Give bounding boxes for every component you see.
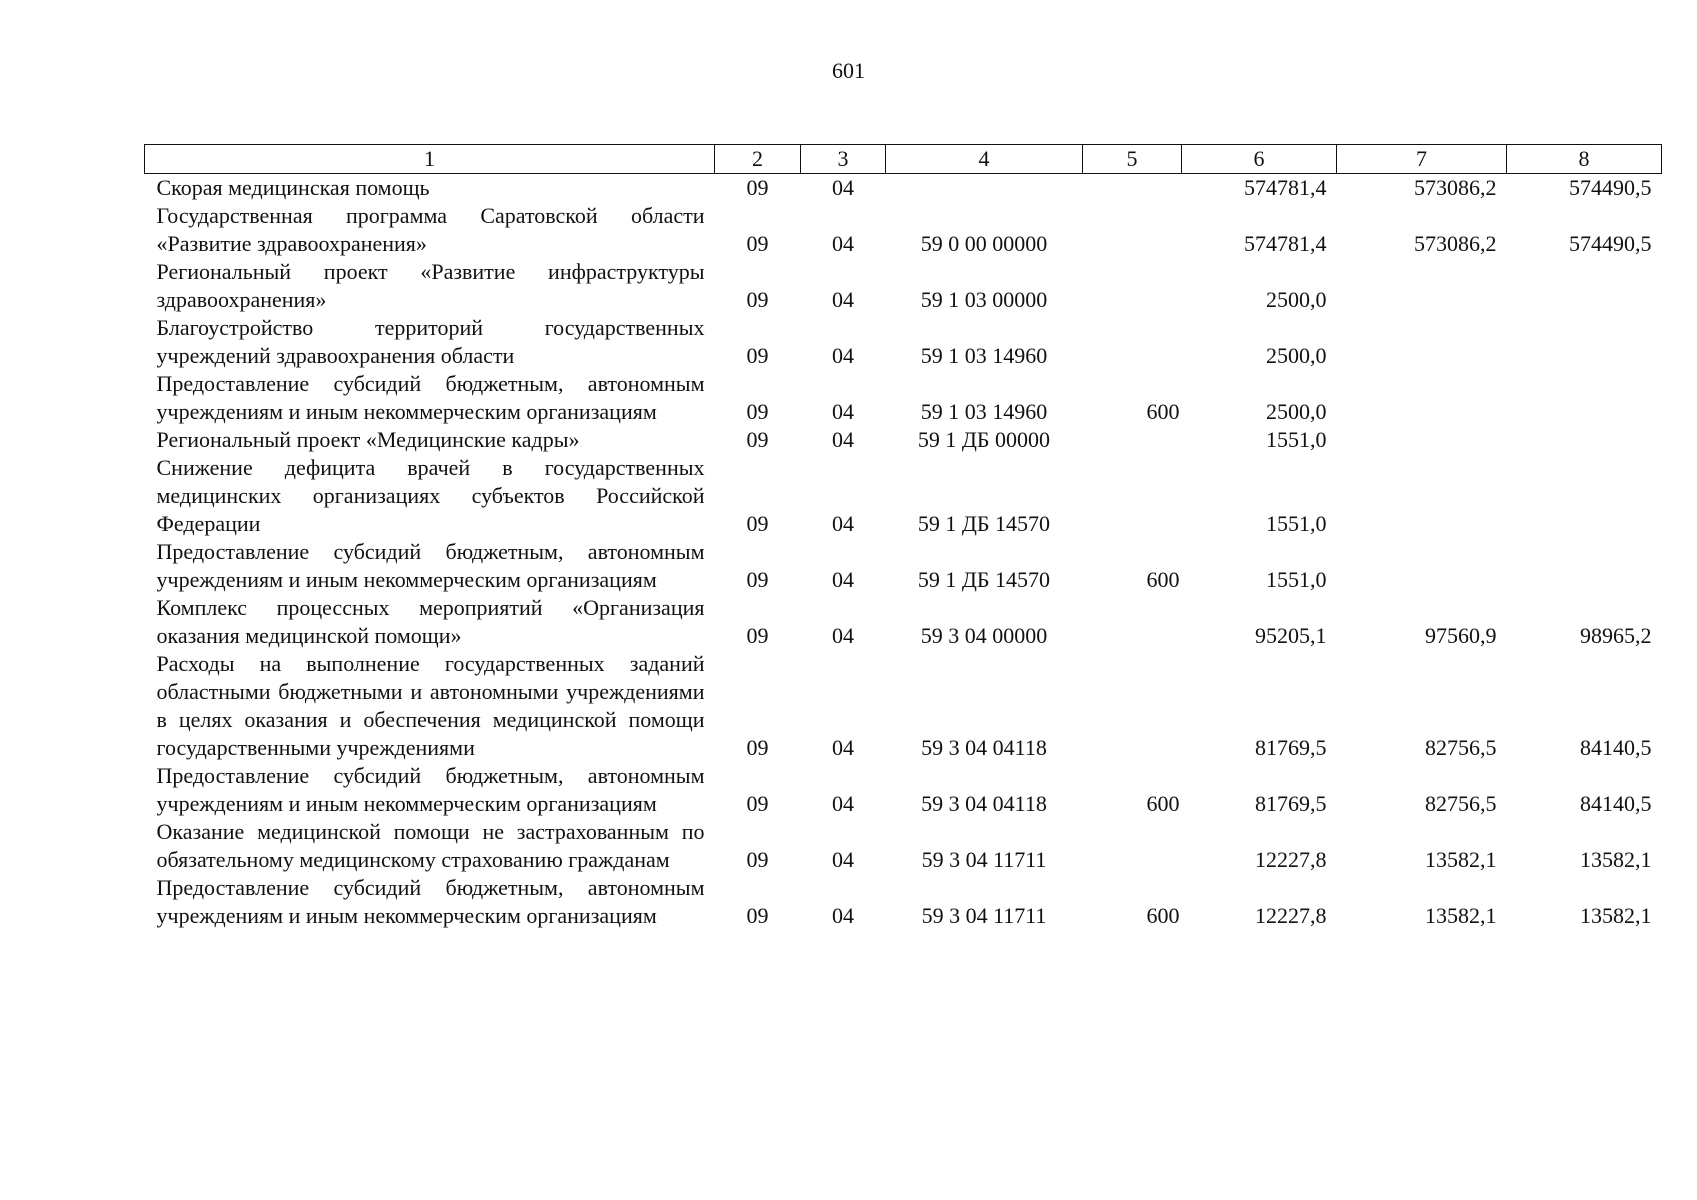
row-target-article-code: 59 3 04 11711	[921, 903, 1047, 928]
table-row	[145, 818, 1662, 874]
row-amount-col8: 13582,1	[1580, 847, 1652, 872]
row-amount-col8	[1507, 314, 1662, 370]
row-target-article-code: 59 1 ДБ 14570	[917, 511, 1051, 536]
row-subsection-code: 04	[832, 847, 854, 872]
row-amount-col8: 84140,5	[1580, 735, 1652, 760]
row-amount-col8	[1507, 258, 1662, 314]
row-description: Скорая медицинская помощь	[156, 175, 430, 200]
row-target-article-code: 59 1 03 14960	[920, 343, 1048, 368]
row-amount-col6: 12227,8	[1255, 903, 1327, 928]
row-section-code: 09	[746, 847, 769, 872]
row-subsection-code: 04	[832, 735, 854, 760]
row-amount-col6: 1551,0	[1266, 567, 1327, 592]
row-section-code: 09	[746, 735, 769, 760]
row-amount-col7: 573086,2	[1414, 175, 1497, 200]
row-amount-col7: 13582,1	[1425, 847, 1497, 872]
row-description: Региональный проект «Медицинские кадры»	[156, 427, 580, 452]
row-amount-col7	[1337, 454, 1507, 538]
row-target-article-code: 59 1 03 00000	[920, 287, 1048, 312]
row-expense-type-code	[1083, 426, 1182, 454]
table-row	[145, 454, 1662, 538]
column-header: 6	[1182, 145, 1337, 174]
row-amount-col7	[1337, 370, 1507, 426]
row-amount-col8: 574490,5	[1569, 175, 1652, 200]
row-expense-type-code	[1083, 650, 1182, 762]
row-expense-type-code: 600	[1146, 567, 1180, 592]
row-amount-col6: 95205,1	[1255, 623, 1327, 648]
row-target-article-code	[886, 174, 1083, 203]
row-amount-col7	[1337, 538, 1507, 594]
row-amount-col8: 574490,5	[1569, 231, 1652, 256]
table-row	[145, 874, 1662, 930]
row-amount-col8	[1507, 538, 1662, 594]
row-amount-col7: 97560,9	[1425, 623, 1497, 648]
row-amount-col6: 2500,0	[1266, 287, 1327, 312]
row-section-code: 09	[746, 343, 769, 368]
row-section-code: 09	[746, 175, 769, 200]
row-amount-col8: 98965,2	[1580, 623, 1652, 648]
row-subsection-code: 04	[832, 231, 854, 256]
row-section-code: 09	[746, 399, 769, 424]
row-section-code: 09	[746, 287, 769, 312]
row-section-code: 09	[746, 903, 769, 928]
row-expense-type-code	[1083, 202, 1182, 258]
table-row	[145, 314, 1662, 370]
column-header: 3	[801, 145, 886, 174]
table-row	[145, 762, 1662, 818]
row-amount-col7	[1337, 314, 1507, 370]
row-expense-type-code	[1083, 314, 1182, 370]
row-subsection-code: 04	[832, 343, 854, 368]
row-description: Предоставление субсидий бюджетным, автономным учреждениям и иным некоммерческим организациям	[156, 875, 705, 928]
column-header: 7	[1337, 145, 1507, 174]
row-amount-col7: 82756,5	[1425, 735, 1497, 760]
column-header: 5	[1083, 145, 1182, 174]
row-expense-type-code: 600	[1146, 399, 1180, 424]
row-amount-col7: 13582,1	[1425, 903, 1497, 928]
row-section-code: 09	[746, 567, 769, 592]
table-row	[145, 370, 1662, 426]
row-target-article-code: 59 0 00 00000	[920, 231, 1048, 256]
row-section-code: 09	[746, 791, 769, 816]
table-row	[145, 202, 1662, 258]
row-amount-col6: 2500,0	[1266, 343, 1327, 368]
row-subsection-code: 04	[832, 903, 854, 928]
row-expense-type-code	[1083, 174, 1182, 203]
row-amount-col7	[1337, 426, 1507, 454]
table-row	[145, 538, 1662, 594]
row-amount-col8	[1507, 370, 1662, 426]
row-amount-col7: 82756,5	[1425, 791, 1497, 816]
row-amount-col6: 574781,4	[1244, 231, 1327, 256]
row-target-article-code: 59 3 04 04118	[921, 735, 1047, 760]
row-subsection-code: 04	[832, 567, 854, 592]
row-expense-type-code	[1083, 454, 1182, 538]
table-row	[145, 174, 1662, 203]
row-subsection-code: 04	[832, 175, 854, 200]
row-section-code: 09	[746, 623, 769, 648]
row-amount-col8: 13582,1	[1580, 903, 1652, 928]
column-header: 1	[145, 145, 715, 174]
row-description: Благоустройство территорий государственных учреждений здравоохранения области	[156, 315, 705, 368]
row-description: Снижение дефицита врачей в государственных медицинских организациях субъектов Российской Федерации	[156, 455, 705, 536]
column-header: 2	[715, 145, 801, 174]
row-amount-col8	[1507, 426, 1662, 454]
row-amount-col6: 12227,8	[1255, 847, 1327, 872]
row-description: Предоставление субсидий бюджетным, автономным учреждениям и иным некоммерческим организациям	[156, 539, 705, 592]
row-subsection-code: 04	[832, 287, 854, 312]
table-header-row	[145, 145, 1662, 174]
row-description: Предоставление субсидий бюджетным, автономным учреждениям и иным некоммерческим организациям	[156, 371, 705, 424]
row-expense-type-code: 600	[1146, 791, 1180, 816]
row-amount-col7	[1337, 258, 1507, 314]
row-subsection-code: 04	[832, 511, 854, 536]
row-subsection-code: 04	[832, 623, 854, 648]
row-description: Предоставление субсидий бюджетным, автономным учреждениям и иным некоммерческим организациям	[156, 763, 705, 816]
row-expense-type-code: 600	[1146, 903, 1180, 928]
row-expense-type-code	[1083, 594, 1182, 650]
table-row	[145, 258, 1662, 314]
row-amount-col6: 1551,0	[1266, 427, 1327, 452]
row-description: Государственная программа Саратовской области «Развитие здравоохранения»	[156, 203, 705, 256]
row-target-article-code: 59 1 ДБ 14570	[917, 567, 1051, 592]
row-amount-col8: 84140,5	[1580, 791, 1652, 816]
row-description: Региональный проект «Развитие инфраструктуры здравоохранения»	[156, 259, 705, 312]
column-header: 4	[886, 145, 1083, 174]
row-amount-col6: 81769,5	[1255, 735, 1327, 760]
row-amount-col8	[1507, 454, 1662, 538]
row-section-code: 09	[746, 427, 769, 452]
column-header: 8	[1507, 145, 1662, 174]
page-number: 601	[832, 58, 865, 83]
row-description: Оказание медицинской помощи не застрахованным по обязательному медицинскому страхованию гражданам	[156, 819, 705, 872]
row-subsection-code: 04	[832, 399, 854, 424]
row-expense-type-code	[1083, 258, 1182, 314]
table-row	[145, 650, 1662, 762]
row-target-article-code: 59 3 04 04118	[921, 791, 1047, 816]
row-amount-col7: 573086,2	[1414, 231, 1497, 256]
row-section-code: 09	[746, 231, 769, 256]
row-target-article-code: 59 1 03 14960	[920, 399, 1048, 424]
row-subsection-code: 04	[832, 791, 854, 816]
budget-table	[144, 144, 1662, 930]
row-amount-col6: 2500,0	[1266, 399, 1327, 424]
row-target-article-code: 59 1 ДБ 00000	[917, 427, 1051, 452]
row-target-article-code: 59 3 04 11711	[921, 847, 1047, 872]
row-description: Расходы на выполнение государственных заданий областными бюджетными и автономными учреждениями в целях оказания и обеспечения медицинской помощи государственными учреждениями	[156, 651, 705, 760]
row-amount-col6: 81769,5	[1255, 791, 1327, 816]
row-expense-type-code	[1083, 818, 1182, 874]
row-subsection-code: 04	[832, 427, 854, 452]
row-amount-col6: 574781,4	[1244, 175, 1327, 200]
table-row	[145, 594, 1662, 650]
row-section-code: 09	[746, 511, 769, 536]
row-target-article-code: 59 3 04 00000	[920, 623, 1048, 648]
row-amount-col6: 1551,0	[1266, 511, 1327, 536]
table-row	[145, 426, 1662, 454]
row-description: Комплекс процессных мероприятий «Организация оказания медицинской помощи»	[156, 595, 705, 648]
table-body	[145, 174, 1662, 931]
